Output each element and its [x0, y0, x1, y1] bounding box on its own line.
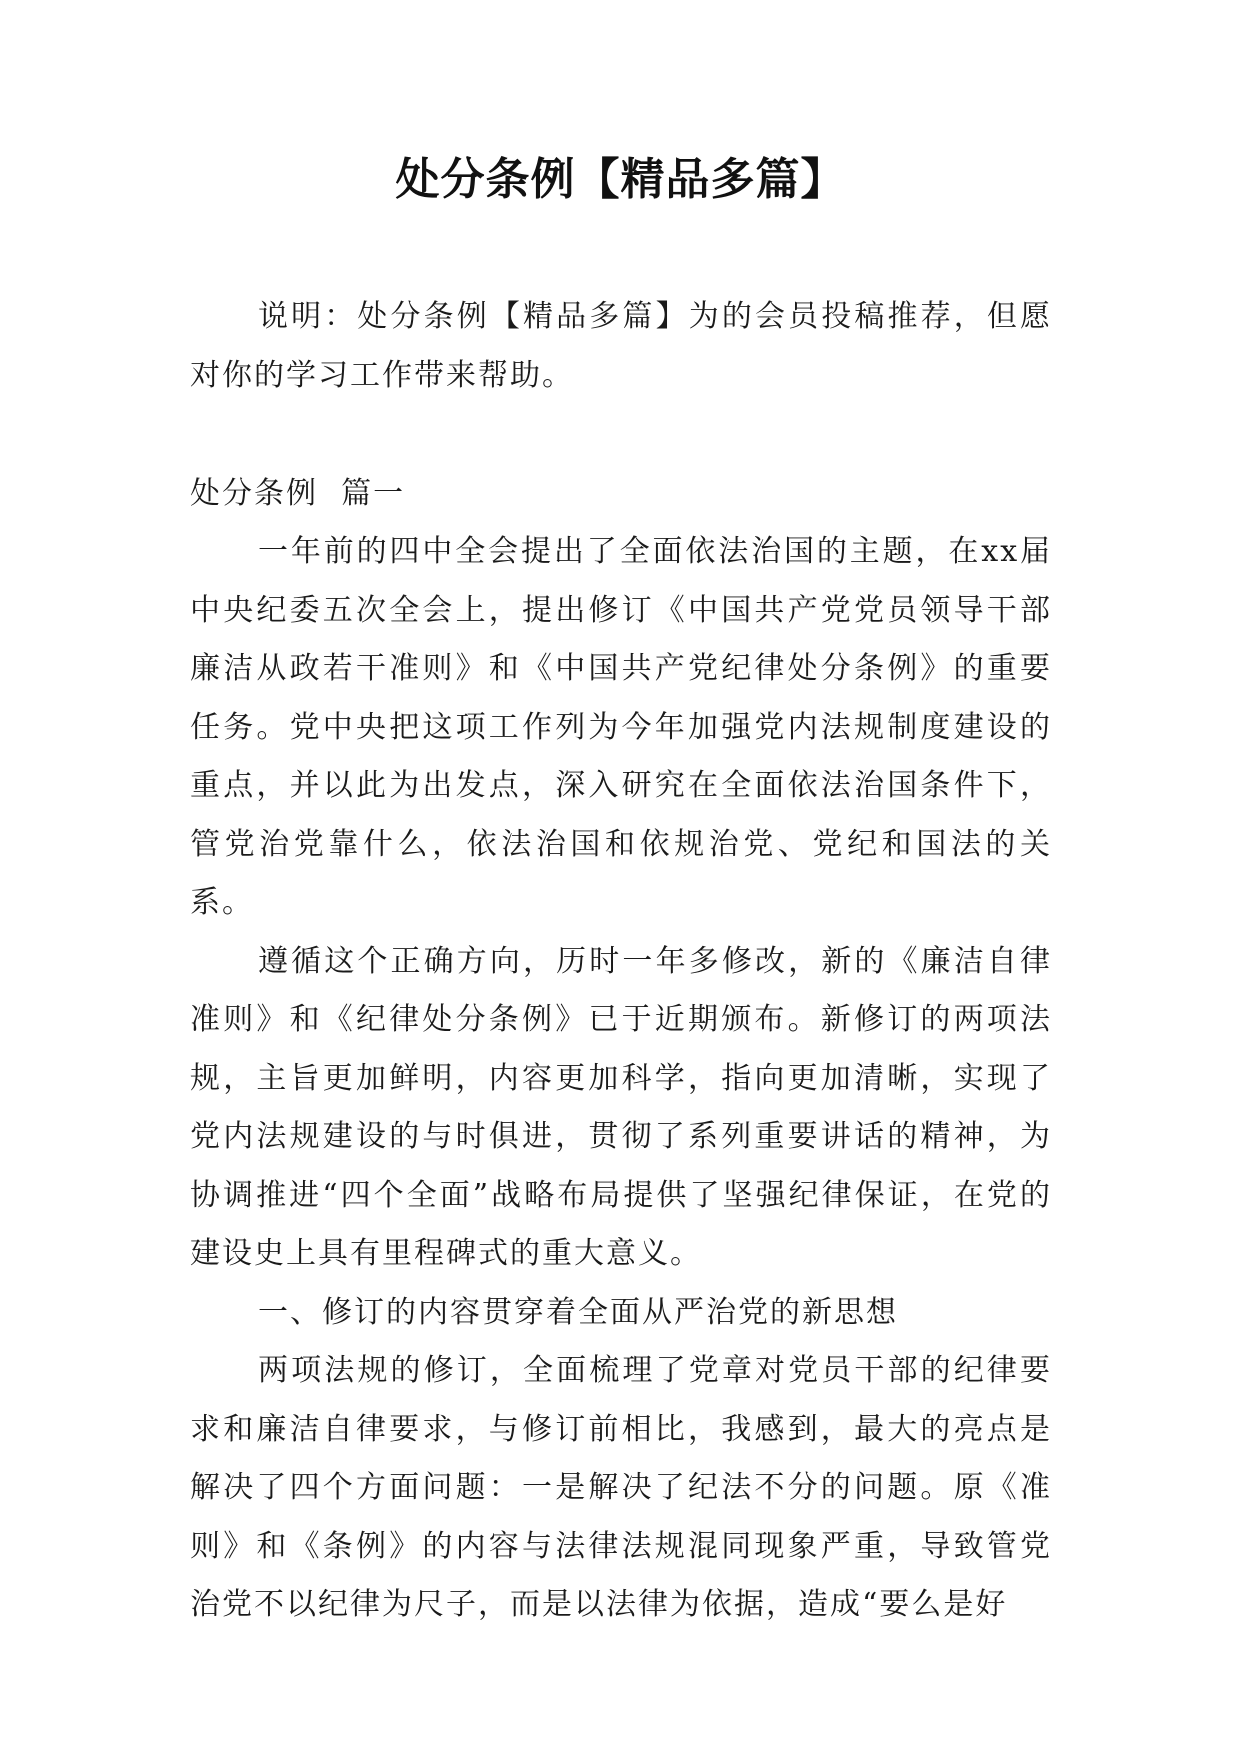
section-heading: 处分条例 篇一 — [190, 476, 406, 511]
paragraph-2: 遵循这个正确方向，历时一年多修改，新的《廉洁自律准则》和《纪律处分条例》已于近期颁布。新修订的两项法规，主旨更加鲜明，内容更加科学，指向更加清晰，实现了党内法规建设的与时俱进，贯彻了系列重要讲话的精神，为协调推进“四个全面”战略布局提供了坚强纪律保证，在党的建设史上具有里程碑式的重大意义。 — [190, 943, 1052, 1271]
document-title: 处分条例【精品多篇】 — [395, 154, 846, 205]
article-body — [190, 523, 1052, 1635]
note-paragraph: 说明：处分条例【精品多篇】为的会员投稿推荐，但愿对你的学习工作带来帮助。 — [190, 299, 1052, 393]
paragraph-1: 一年前的四中全会提出了全面依法治国的主题，在xx届中央纪委五次全会上，提出修订《中国共产党党员领导干部廉洁从政若干准则》和《中国共产党纪律处分条例》的重要任务。党中央把这项工作列为今年加强党内法规制度建设的重点，并以此为出发点，深入研究在全面依法治国条件下，管党治党靠什么，依法治国和依规治党、党纪和国法的关系。 — [190, 534, 1052, 920]
paragraph-4: 两项法规的修订，全面梳理了党章对党员干部的纪律要求和廉洁自律要求，与修订前相比，我感到，最大的亮点是解决了四个方面问题：一是解决了纪法不分的问题。原《准则》和《条例》的内容与法律法规混同现象严重，导致管党治党不以纪律为尺子，而是以法律为依据，造成“要么是好 — [190, 1353, 1052, 1622]
document-note — [190, 288, 1052, 405]
paragraph-3-subheading: 一、修订的内容贯穿着全面从严治党的新思想 — [258, 1294, 898, 1330]
